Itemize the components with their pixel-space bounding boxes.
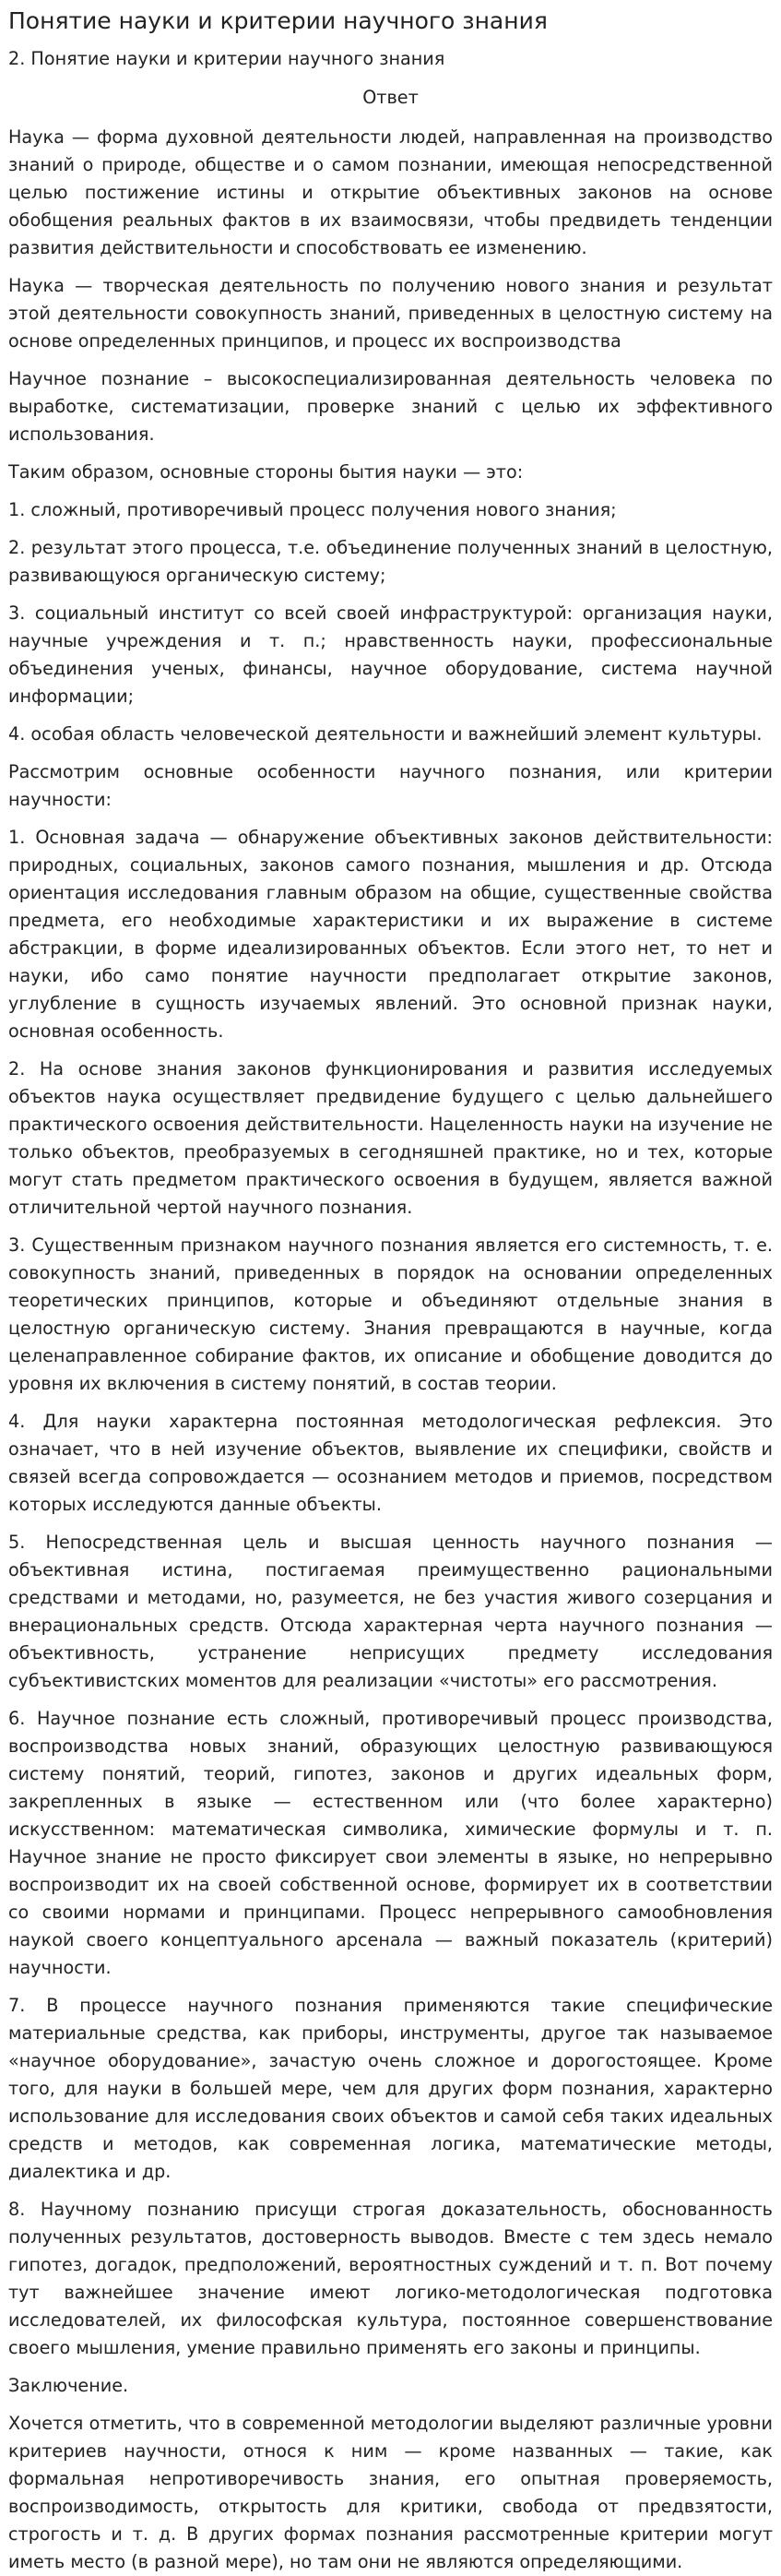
list-item-criterion-2: 2. На основе знания законов функционирования и развития исследуемых объектов наука осуществляет предвидение будущего с целью дальнейшего практического освоения действительности. Нацеленность науки на изучение не только объектов, преобразуемых в сегодняшней практике, но и тех, которые могут стать предметом практического освоения в будущем, является важной отличительной чертой научного познания. [8,1058,773,1218]
paragraph-conclusion: Хочется отметить, что в современной методологии выделяют различные уровни критериев научности, относя к ним — кроме названных — такие, как формальная непротиворечивость знания, его опытная проверяемость, воспроизводимость, открытость для критики, свобода от предвзятости, строгость и т. д. В других формах познания рассмотренные критерии могут иметь место (в разной мере), но там они не являются определяющими. [8,2413,773,2572]
conclusion-heading: Заключение. [8,2375,129,2396]
list-item-side-1: 1. сложный, противоречивый процесс получения нового знания; [8,499,617,520]
section-heading: 2. Понятие науки и критерии научного знания [8,48,445,69]
paragraph-sides-intro: Таким образом, основные стороны бытия науки — это: [8,461,524,483]
list-item-side-4: 4. особая область человеческой деятельности и важнейший элемент культуры. [8,723,763,745]
list-item-side-3: 3. социальный институт со всей своей инфраструктурой: организация науки, научные учреждения и т. п.; нравственность науки, профессиональные объединения ученых, финансы, научное оборудование, система научной информации; [8,602,773,707]
list-item-criterion-7: 7. В процессе научного познания применяются такие специфические материальные средства, как приборы, инструменты, другое так называемое «научное оборудование», зачастую очень сложное и дорогостоящее. Кроме того, для науки в большей мере, чем для других форм познания, характерно использование для исследования своих объектов и самой себя таких идеальных средств и методов, как современная логика, математические методы, диалектика и др. [8,1995,773,2182]
list-item-criterion-8: 8. Научному познанию присущи строгая доказательность, обоснованность полученных результатов, достоверность выводов. Вместе с тем здесь немало гипотез, догадок, предположений, вероятностных суждений и т. п. Вот почему тут важнейшее значение имеют логико-методологическая подготовка исследователей, их философская культура, постоянное совершенствование своего мышления, умение правильно применять его законы и принципы. [8,2199,773,2358]
page-title: Понятие науки и критерии научного знания [8,7,548,34]
paragraph-definition-2: Наука — творческая деятельность по получению нового знания и результат этой деятельности совокупность знаний, приведенных в целостную систему на основе определенных принципов, и процесс их воспроизводства [8,275,773,352]
paragraph-definition-1: Наука — форма духовной деятельности людей, направленная на производство знаний о природе, обществе и о самом познании, имеющая непосредственной целью постижение истины и открытие объективных законов на основе обобщения реальных фактов в их взаимосвязи, чтобы предвидеть тенденции развития действительности и способствовать ее изменению. [8,126,773,258]
list-item-criterion-6: 6. Научное познание есть сложный, противоречивый процесс производства, воспроизводства новых знаний, образующих целостную развивающуюся систему понятий, теорий, гипотез, законов и других идеальных форм, закрепленных в языке — естественном или (что более характерно) искусственном: математическая символика, химические формулы и т. п. Научное знание не просто фиксирует свои элементы в языке, но непрерывно воспроизводит их на своей собственной основе, формирует их в соответствии со своими нормами и принципами. Процесс непрерывного самообновления наукой своего концептуального арсенала — важный показатель (критерий) научности. [8,1708,773,1978]
paragraph-definition-3: Научное познание – высокоспециализированная деятельность человека по выработке, систематизации, проверке знаний с целью их эффективного использования. [8,368,773,445]
list-item-side-2: 2. результат этого процесса, т.е. объединение полученных знаний в целостную, развивающуюся органическую систему; [8,537,773,586]
list-item-criterion-4: 4. Для науки характерна постоянная методологическая рефлексия. Это означает, что в ней изучение объектов, выявление их специфики, свойств и связей всегда сопровождается — осознанием методов и приемов, посредством которых исследуются данные объекты. [8,1411,773,1515]
list-item-criterion-1: 1. Основная задача — обнаружение объективных законов действительности: природных, социальных, законов самого познания, мышления и др. Отсюда ориентация исследования главным образом на общие, существенные свойства предмета, его необходимые характеристики и их выражение в системе абстракции, в форме идеализированных объектов. Если этого нет, то нет и науки, ибо само понятие научности предполагает открытие законов, углубление в сущность изучаемых явлений. Это основной признак науки, основная особенность. [8,827,773,1042]
paragraph-criteria-intro: Рассмотрим основные особенности научного познания, или критерии научности: [8,761,773,810]
answer-label: Ответ [362,87,419,108]
list-item-criterion-5: 5. Непосредственная цель и высшая ценность научного познания — объективная истина, постигаемая преимущественно рациональными средствами и методами, но, разумеется, не без участия живого созерцания и внерациональных средств. Отсюда характерная черта научного познания — объективность, устранение неприсущих предмету исследования субъективистских моментов для реализации «чистоты» его рассмотрения. [8,1532,773,1691]
list-item-criterion-3: 3. Существенным признаком научного познания является его системность, т. е. совокупность знаний, приведенных в порядок на основании определенных теоретических принципов, которые и объединяют отдельные знания в целостную органическую систему. Знания превращаются в научные, когда целенаправленное собирание фактов, их описание и обобщение доводится до уровня их включения в систему понятий, в состав теории. [8,1234,773,1394]
